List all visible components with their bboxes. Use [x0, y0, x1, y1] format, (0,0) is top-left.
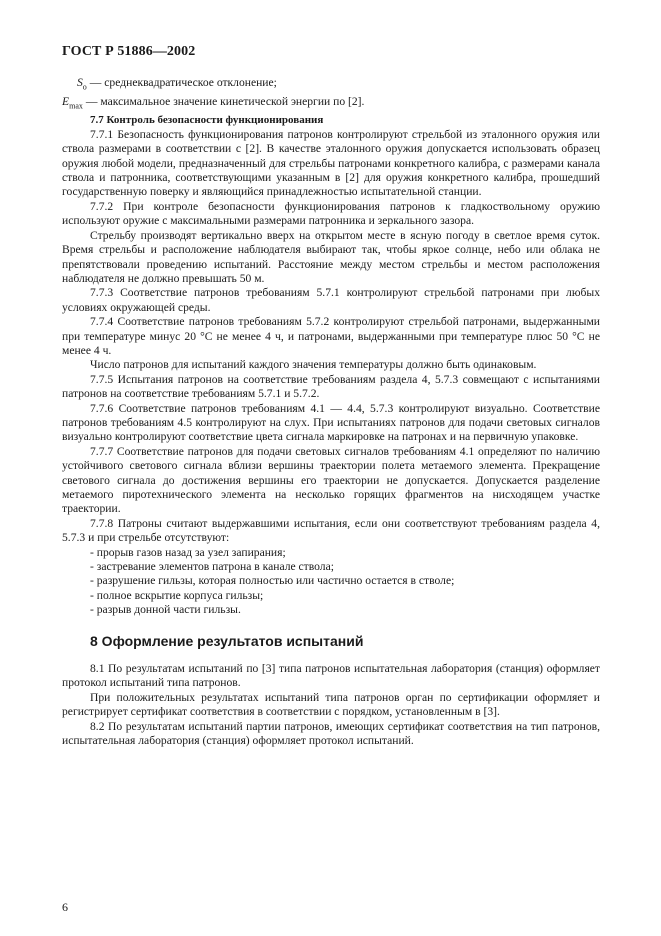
paragraph: 7.7.1 Безопасность функционирования патронов контролируют стрельбой из эталонного оружия или ствола размерами в соответствии с [2]. В качестве эталонного оружия допускается использовать образец оружия любой модели, предназначенный для стрельбы патронами конкретного калибра, с размерами канала ствола и патронника, соответствующими указанным в [2] для оружия конкретного калибра, прошедший государственную поверку и являющийся принадлежностью испытательной станции.	[62, 127, 600, 199]
list-item: - застревание элементов патрона в канале ствола;	[90, 560, 334, 574]
paragraph: Стрельбу производят вертикально вверх на открытом месте в ясную погоду в светлое время суток. Время стрельбы и расположение наблюдателя выбирают так, чтобы яркое солнце, небо или облака не препятствовали проведению испытаний. Расстояние между местом стрельбы и местом расположения наблюдателя не должно превышать 50 м.	[62, 228, 600, 285]
list-item: - прорыв газов назад за узел запирания;	[90, 545, 286, 559]
list-item: - полное вскрытие корпуса гильзы;	[90, 588, 264, 602]
paragraph: 7.7.5 Испытания патронов на соответствие требованиям раздела 4, 5.7.3 совмещают с испытаниями патронов на соответствие требованиям 5.7.1 и 5.7.2.	[62, 372, 600, 401]
paragraph: Число патронов для испытаний каждого значения температуры должно быть одинаковым.	[90, 358, 537, 372]
paragraph: 7.7.6 Соответствие патронов требованиям 4.1 — 4.4, 5.7.3 контролируют визуально. Соответствие патронов требованиям 4.5 контролируют на слух. При испытаниях патронов для подачи световых сигналов визуально контролируют соответствие цвета сигнала маркировке на патронах и на первичную упаковке.	[62, 401, 600, 444]
definition-symbol: $E_{max}$	[62, 94, 83, 111]
list-item: - разрыв донной части гильзы.	[90, 603, 241, 617]
paragraph: 8.1 По результатам испытаний по [3] типа патронов испытательная лаборатория (станция) оформляет протокол испытаний типа патронов.	[62, 662, 600, 690]
paragraph: При положительных результатах испытаний типа патронов орган по сертификации оформляет и регистрирует сертификат соответствия в соответствии с порядком, установленным в [3].	[62, 690, 600, 719]
list-item: - разрушение гильзы, которая полностью или частично остается в стволе;	[90, 574, 455, 588]
paragraph: 7.7.2 При контроле безопасности функционирования патронов к гладкоствольному оружию используют оружие с максимальными размерами патронника и зеркального зазора.	[62, 199, 600, 228]
page-number: 6	[62, 900, 68, 914]
paragraph: 8.2 По результатам испытаний партии патронов, имеющих сертификат соответствия на тип патронов, испытательная лаборатория (станция) оформляет протокол испытаний.	[62, 719, 600, 748]
definition-text: — среднеквадратическое отклонение;	[89, 76, 277, 89]
definition-text: — максимальное значение кинетической энергии по [2].	[85, 94, 365, 108]
paragraph: 7.7.8 Патроны считают выдержавшими испытания, если они соответствуют требованиям раздела 4, 5.7.3 и при стрельбе отсутствуют:	[62, 516, 600, 545]
paragraph: 7.7.3 Соответствие патронов требованиям 5.7.1 контролируют стрельбой патронами при любых условиях окружающей среды.	[62, 286, 600, 314]
definition-line	[62, 95, 600, 114]
page-body	[62, 76, 600, 749]
paragraph: 7.7.7 Соответствие патронов для подачи световых сигналов требованиям 4.1 определяют по наличию устойчивого светового сигнала вблизи вершины траектории полета метаемого элемента. Прекращение светового сигнала до достижения вершины его траектории не допускается. Допускается разделение метаемого пиротехнического элемента на несколько горящих фрагментов на нисходящем участке траектории.	[62, 444, 600, 516]
definition-symbol: $S_о$	[77, 76, 87, 92]
subsection-heading: 7.7 Контроль безопасности функционирования	[90, 114, 324, 127]
definition-line	[62, 76, 600, 95]
section-heading: 8 Оформление результатов испытаний	[90, 632, 364, 649]
document-header: ГОСТ Р 51886—2002	[62, 44, 196, 59]
paragraph: 7.7.4 Соответствие патронов требованиям 5.7.2 контролируют стрельбой патронами, выдержанными при температуре минус 20 °С не менее 4 ч, и патронами, выдержанными при температуре плюс 50 °С не менее 4 ч.	[62, 315, 600, 357]
